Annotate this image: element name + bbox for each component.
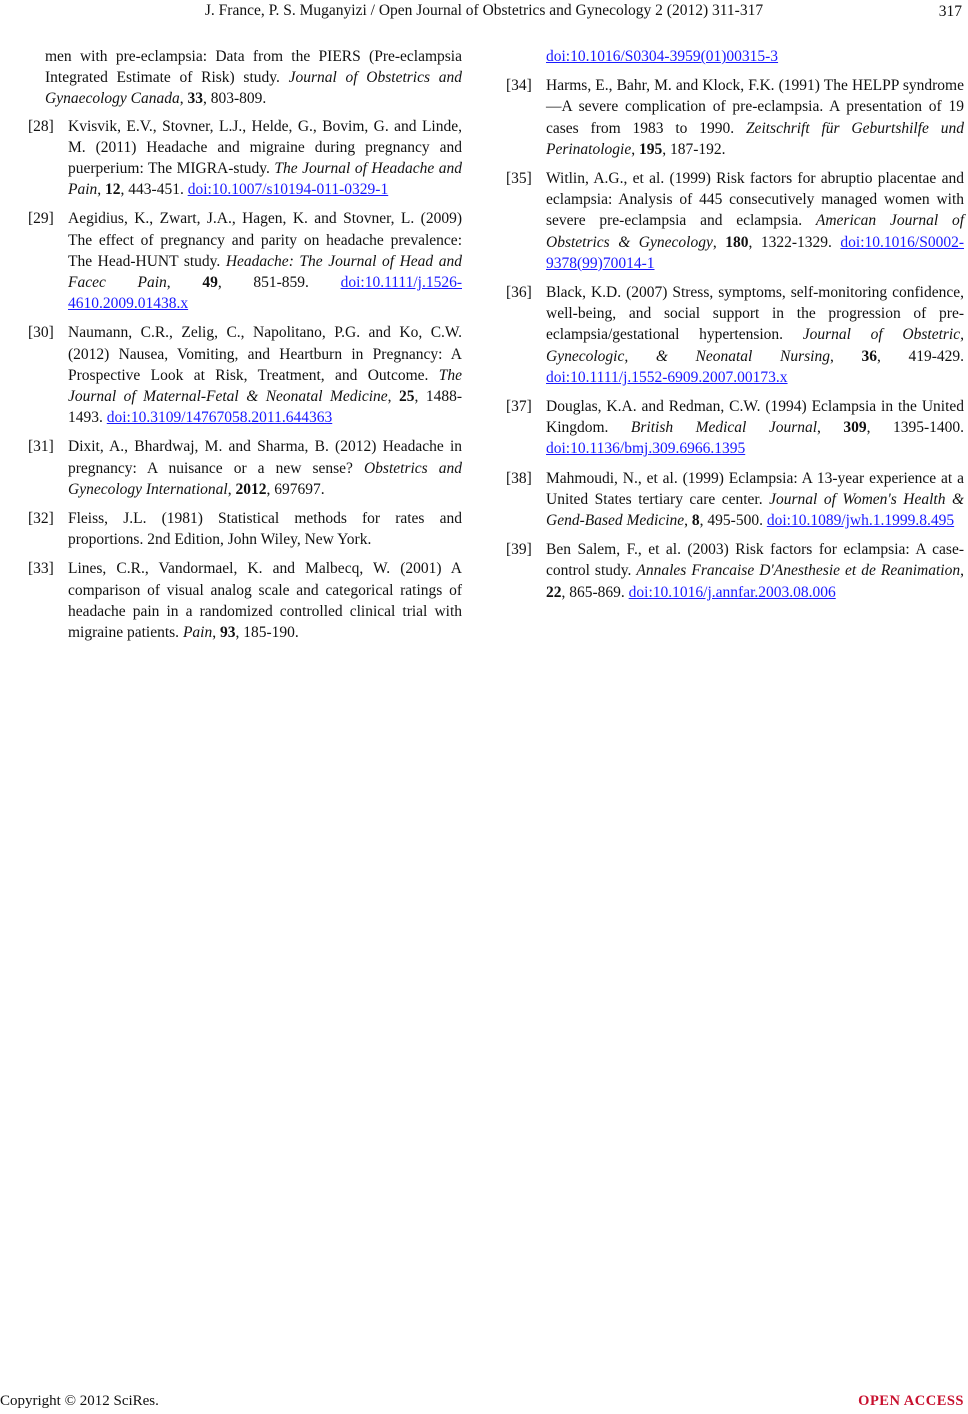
reference-text: Dixit, A., Bhardwaj, M. and Sharma, B. (2012) Headache in pregnancy: A nuisance or a new sense? <box>68 438 462 477</box>
reference-number: [30] <box>28 324 54 342</box>
reference-journal: Headache: The Journal of Head and Facec Pain <box>68 252 462 292</box>
reference-item: [30] Naumann, C.R., Zelig, C., Napolitano, P.G. and Ko, C.W. (2012) Nausea, Vomiting, and Heartburn in Pregnancy: A Prospective Look at Risk, Treatment, and Outcome. The Journal of Maternal-Fetal & Neonatal Medicine, 25, 1488-1493. doi:10.3109/14767058.2011.644363 <box>28 324 463 427</box>
reference-item: [34] Harms, E., Bahr, M. and Klock, F.K. (1991) The HELPP syndrome—A severe complication of pre-eclampsia. A presentation of 19 cases from 1983 to 1990. Zeitschrift für Geburtshilfe und Perinatologie, 195, 187-192. <box>506 77 964 158</box>
doi-link[interactable]: doi:10.3109/14767058.2011.644363 <box>106 409 333 427</box>
reference-pages: , 697697. <box>266 480 325 498</box>
reference-volume: 2012 <box>235 480 267 498</box>
doi-link[interactable]: doi:10.1089/jwh.1.1999.8.495 <box>766 512 955 530</box>
reference-pages: , 1488-1493. <box>68 388 463 427</box>
reference-journal: The Journal of Maternal-Fetal & Neonatal Medicine <box>68 366 462 406</box>
reference-text: Douglas, K.A. and Redman, C.W. (1994) Eclampsia in the United Kingdom. <box>546 398 964 437</box>
reference-volume: 8 <box>691 512 700 530</box>
reference-volume: 180 <box>725 233 749 251</box>
reference-pages: , 803-809. <box>202 90 267 108</box>
reference-number: [28] <box>28 117 54 135</box>
reference-item: [36] Black, K.D. (2007) Stress, symptoms, self-monitoring confidence, well-being, and social support in the progression of pre-eclampsia/gestational hypertension. Journal of Obstetric, Gynecologic, & Neonatal Nursing, 36, 419-429. doi:10.1111/j.1552-6909.2007.00173.x <box>506 284 965 386</box>
reference-number: [39] <box>506 541 532 559</box>
reference-journal: Annales Francaise D'Anesthesie et de Reanimation <box>636 562 961 580</box>
reference-item: [39] Ben Salem, F., et al. (2003) Risk factors for eclampsia: A case-control study. Annales Francaise D'Anesthesie et de Reanimation, 22, 865-869. doi:10.1016/j.annfar.2003.08.006 <box>506 541 964 601</box>
reference-volume: 33 <box>187 90 203 108</box>
reference-journal: Zeitschrift für Geburtshilfe und Perinatologie <box>546 119 964 158</box>
reference-pages: , 443-451. <box>120 181 188 199</box>
reference-item: [37] Douglas, K.A. and Redman, C.W. (1994) Eclampsia in the United Kingdom. British Medical Journal, 309, 1395-1400. doi:10.1136/bmj.309.6966.1395 <box>506 398 965 458</box>
left-column <box>28 46 462 651</box>
reference-journal: Journal of Obstetrics and Gynaecology Canada <box>45 69 462 108</box>
reference-number: [37] <box>506 398 532 416</box>
reference-journal: Pain <box>182 624 213 642</box>
reference-continuation-doi <box>506 46 964 67</box>
reference-number: [38] <box>506 469 532 487</box>
running-title: J. France, P. S. Muganyizi / Open Journal of Obstetrics and Gynecology 2 (2012) 311-317 <box>204 2 764 19</box>
reference-volume: 309 <box>843 419 867 437</box>
reference-volume: 195 <box>639 140 663 158</box>
reference-pages: , 1322-1329. <box>748 233 841 251</box>
reference-journal: British Medical Journal <box>630 419 818 437</box>
reference-item: [38] Mahmoudi, N., et al. (1999) Eclampsia: A 13-year experience at a United States tertiary care center. Journal of Women's Health & Gend-Based Medicine, 8, 495-500. doi:10.1089/jwh.1.1999.8.495 <box>506 469 965 530</box>
copyright-notice: Copyright © 2012 SciRes. <box>0 1393 159 1409</box>
reference-item: [33] Lines, C.R., Vandormael, K. and Malbecq, W. (2001) A comparison of visual analog scale and categorical ratings of headache pain in a randomized controlled clinical trial with migraine patients. Pain, 93, 185-190. <box>28 560 462 642</box>
running-header <box>0 0 968 26</box>
doi-link[interactable]: doi:10.1007/s10194-011-0329-1 <box>187 181 389 199</box>
reference-item <box>28 508 462 550</box>
reference-journal: Journal of Obstetric, Gynecologic, & Neonatal Nursing <box>546 326 964 365</box>
reference-number: [29] <box>28 210 54 228</box>
doi-link[interactable]: doi:10.1016/S0304-3959(01)00315-3 <box>546 48 779 65</box>
reference-pages: , 187-192. <box>662 140 726 158</box>
reference-pages: , 851-859. <box>217 274 341 292</box>
reference-journal: Journal of Women's Health & Gend-Based Medicine <box>546 490 965 530</box>
reference-text: Kvisvik, E.V., Stovner, L.J., Helde, G., Bovim, G. and Linde, M. (2011) Headache and migraine during pregnancy and puerperium: The MIGRA-study. <box>68 117 462 178</box>
reference-pages: , 419-429. <box>876 347 965 365</box>
reference-number: [32] <box>28 510 54 528</box>
reference-volume: 25 <box>399 388 415 406</box>
reference-volume: 49 <box>202 274 218 292</box>
reference-continuation: men with pre-eclampsia: Data from the PIERS (Pre-eclampsia Integrated Estimate of Risk) study. Journal of Obstetrics and Gynaecology Canada, 33, 803-809. <box>45 48 462 108</box>
reference-list-left <box>28 116 462 644</box>
reference-text: Aegidius, K., Zwart, J.A., Hagen, K. and Stovner, L. (2009) The effect of pregnancy and parity on headache prevalence: The Head-HUNT study. <box>68 210 462 270</box>
doi-link[interactable]: doi:10.1111/j.1552-6909.2007.00173.x <box>546 368 788 386</box>
reference-number: [33] <box>28 560 54 578</box>
doi-link[interactable]: doi:10.1016/j.annfar.2003.08.006 <box>628 583 836 601</box>
reference-text: Naumann, C.R., Zelig, C., Napolitano, P.G. and Ko, C.W. (2012) Nausea, Vomiting, and Heartburn in Pregnancy: A Prospective Look at Risk, Treatment, and Outcome. <box>68 324 462 384</box>
reference-pages: , 185-190. <box>235 624 299 642</box>
reference-journal: The Journal of Headache and Pain <box>68 160 462 199</box>
reference-volume: 22 <box>546 583 562 601</box>
reference-pages: , 1395-1400. <box>866 419 965 437</box>
reference-pages: , 495-500. <box>699 512 767 530</box>
reference-item: [35] Witlin, A.G., et al. (1999) Risk factors for abruptio placentae and eclampsia: Analysis of 445 consecutively managed women with severe pre-eclampsia and eclampsia. American Journal of Obstetrics & Gynecology, 180, 1322-1329. doi:10.1016/S0002-9378(99)70014-1 <box>506 170 964 272</box>
page-number: 317 <box>938 3 962 20</box>
reference-journal: American Journal of Obstetrics & Gynecology <box>546 212 964 251</box>
reference-text: Fleiss, J.L. (1981) Statistical methods for rates and proportions. 2nd Edition, John Wiley, New York. <box>68 510 462 549</box>
reference-pages: , 865-869. <box>561 583 629 601</box>
reference-text: Lines, C.R., Vandormael, K. and Malbecq, W. (2001) A comparison of visual analog scale and categorical ratings of headache pain in a randomized controlled clinical trial with migraine patients. <box>68 560 462 642</box>
reference-list-right <box>506 75 964 603</box>
reference-number: [36] <box>506 284 532 302</box>
reference-number: [34] <box>506 77 532 95</box>
reference-text: men with pre-eclampsia: Data from the PIERS (Pre-eclampsia Integrated Estimate of Risk) study. <box>45 48 462 87</box>
page-footer <box>0 1393 968 1413</box>
reference-journal: Obstetrics and Gynecology International <box>68 459 463 498</box>
doi-link[interactable]: doi:10.1111/j.1526-4610.2009.01438.x <box>68 274 462 313</box>
reference-item: [31] Dixit, A., Bhardwaj, M. and Sharma, B. (2012) Headache in pregnancy: A nuisance or a new sense? Obstetrics and Gynecology International, 2012, 697697. <box>28 438 463 498</box>
doi-link[interactable]: doi:10.1136/bmj.309.6966.1395 <box>546 440 746 458</box>
reference-volume: 93 <box>219 624 236 642</box>
reference-text: Witlin, A.G., et al. (1999) Risk factors for abruptio placentae and eclampsia: Analysis of 445 consecutively managed women with severe pre-eclampsia and eclampsia. <box>546 170 964 230</box>
reference-text: Ben Salem, F., et al. (2003) Risk factors for eclampsia: A case-control study. <box>546 541 964 580</box>
right-column <box>506 46 964 611</box>
open-access-label: OPEN ACCESS <box>858 1393 964 1409</box>
reference-text: Black, K.D. (2007) Stress, symptoms, self-monitoring confidence, well-being, and social support in the progression of pre-eclampsia/gestational hypertension. <box>546 284 964 344</box>
reference-text: Mahmoudi, N., et al. (1999) Eclampsia: A 13-year experience at a United States tertiary care center. <box>546 469 964 508</box>
reference-text: Harms, E., Bahr, M. and Klock, F.K. (1991) The HELPP syndrome—A severe complication of pre-eclampsia. A presentation of 19 cases from 1983 to 1990. <box>546 77 964 137</box>
reference-item: [29] Aegidius, K., Zwart, J.A., Hagen, K. and Stovner, L. (2009) The effect of pregnancy and parity on headache prevalence: The Head-HUNT study. Headache: The Journal of Head and Facec Pain, 49, 851-859. doi:10.1111/j.1526-4610.2009.01438.x <box>28 210 462 313</box>
reference-number: [31] <box>28 438 54 456</box>
doi-link[interactable]: doi:10.1016/S0002-9378(99)70014-1 <box>546 233 964 272</box>
reference-item: [28] Kvisvik, E.V., Stovner, L.J., Helde, G., Bovim, G. and Linde, M. (2011) Headache and migraine during pregnancy and puerperium: The MIGRA-study. The Journal of Headache and Pain, 12, 443-451. doi:10.1007/s10194-011-0329-1 <box>28 117 462 199</box>
reference-volume: 12 <box>105 181 121 199</box>
reference-number: [35] <box>506 170 532 188</box>
reference-volume: 36 <box>861 347 877 365</box>
